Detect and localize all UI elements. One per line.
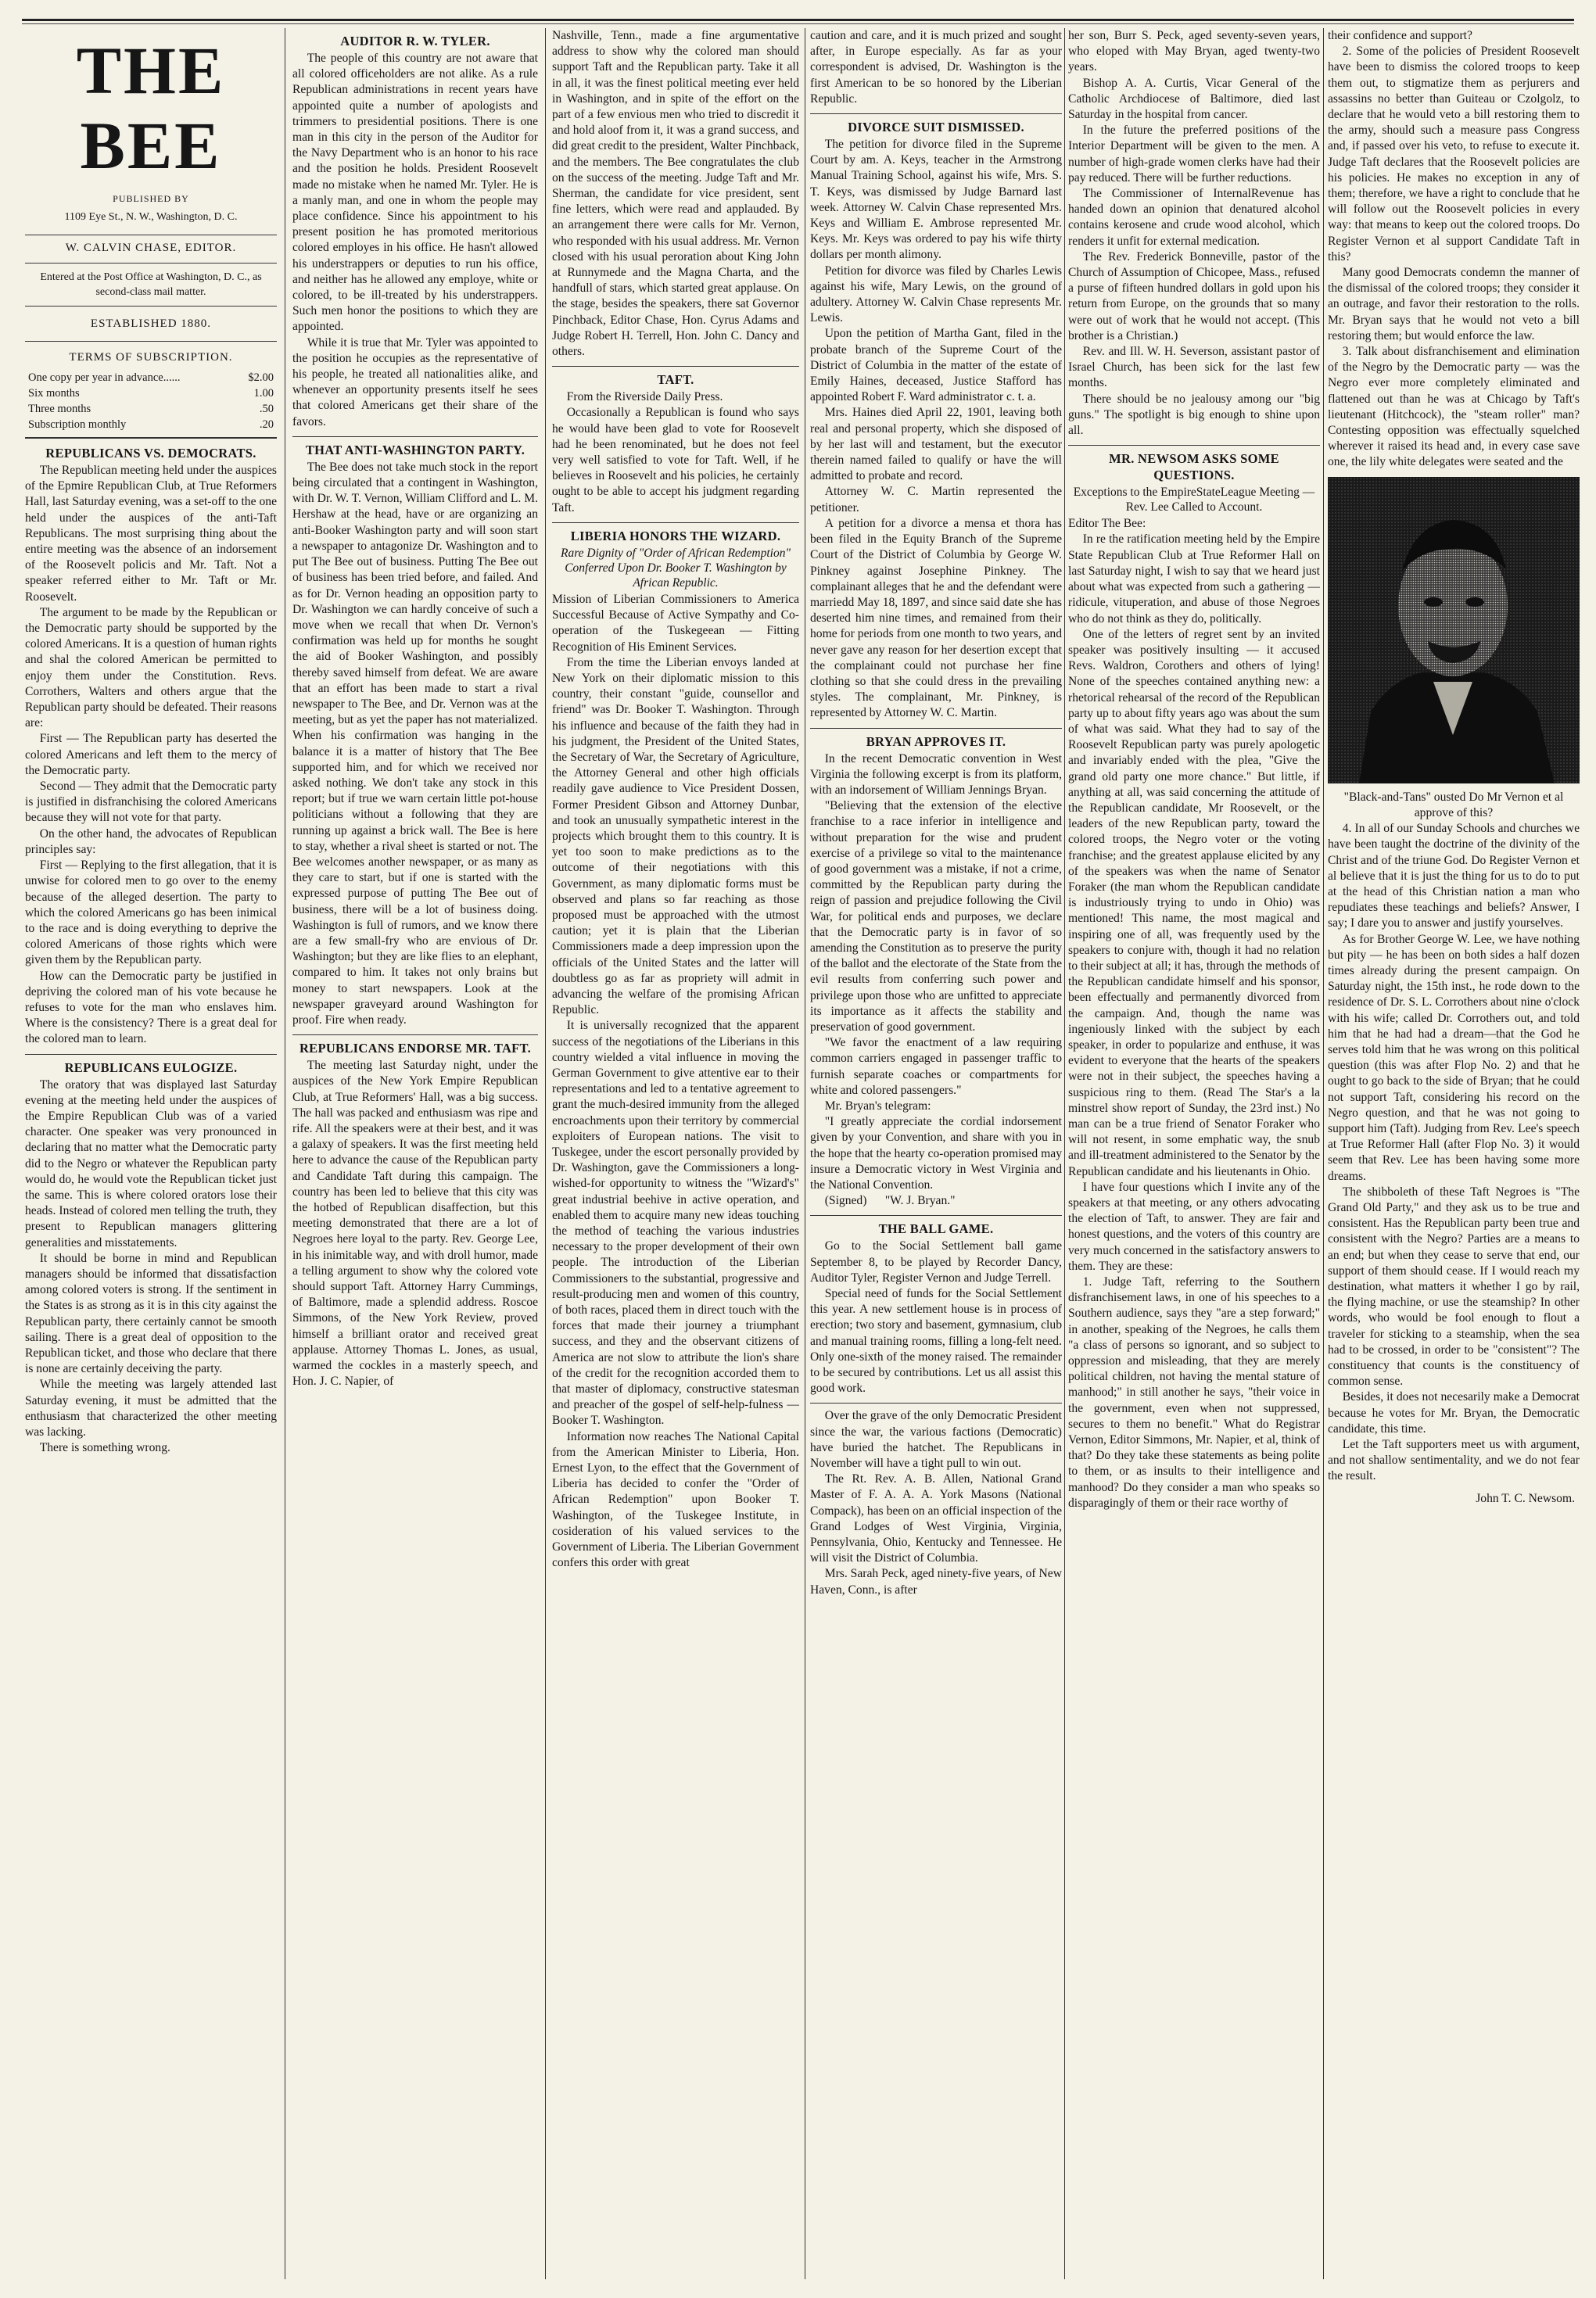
paragraph: The petition for divorce filed in the Supreme Court by am. A. Keys, teacher in the Armstrong Manual Training School, against his wife, Mrs. S. T. Keys, was dismissed by Judge Barnard last week. Attorney W. Calvin Chase represented Mrs. Keys and William E. Ambrose represented Mr. Keys. Mr. Keys was ordered to pay his wife thirty dollars per month alimony.	[810, 138, 1062, 262]
paragraph: From the time the Liberian envoys landed at New York on their diplomatic mission to this country, their constant "guide, counsellor and friend" was Dr. Booker T. Washington. Through his influence and because of the faith they had in his judgment, the President of the United States, the Secretary of War, the Secretary of Agriculture, the Attorney General and other high officials readily gave audience to Vice President Dossen, Former President Gibson and Attorney Dunbar, and took an unusually sympathetic interest in the projects which brought them to this country. It is yet too soon to make predictions as to the outcome of their negotiations with this Government, as many diplomatic forms must be observed and plans so far reaching as those proposed must be approached with the utmost caution; yet it is plain that the Liberian Commissioners made a deep impression upon the officials of the United States and the latter will doubtless go as far as propriety will admit in advancing the welfare of the promising African Republic.	[552, 655, 799, 1017]
paragraph: There should be no jealousy among our "big guns." The spotlight is big enough to shine upon all.	[1068, 392, 1320, 438]
article-headline: TAFT.	[657, 372, 694, 388]
article-headline: LIBERIA HONORS THE WIZARD.	[570, 528, 781, 543]
article-subheadline: Rare Dignity of "Order of African Redemption" Conferred Upon Dr. Booker T. Washington by African Republic.	[561, 546, 791, 590]
paragraph: In the future the preferred positions of the Interior Department will be given to the men. A number of high-grade women clerks have had their pay reduced. There will be further reductions.	[1068, 124, 1320, 185]
established-line: ESTABLISHED 1880.	[90, 317, 212, 330]
entered-notice: Entered at the Post Office at Washington, D. C., as second-class mail matter.	[40, 271, 262, 298]
paragraph: On the other hand, the advocates of Republican principles say:	[25, 826, 277, 856]
paragraph: her son, Burr S. Peck, aged seventy-seven years, who eloped with May Bryan, aged twenty-two years.	[1068, 29, 1320, 74]
paragraph: It should be borne in mind and Republican managers should be informed that dissatisfaction among colored voters is strong. If the sentiment in the States is as strong as it is in this city against the Republican party, there certainly cannot be smooth sailing. There is a great deal of opposition to the Republican ticket, and those who declare that there is none are certainly deceiving the party.	[25, 1251, 277, 1376]
paragraph: How can the Democratic party be justified in depriving the colored man of his vote because he refuses to vote for the man who enslaves him. Where is the consistency? There is a great deal for the colored man to learn.	[25, 969, 277, 1046]
paragraph: The Rt. Rev. A. B. Allen, National Grand Master of F. A. A. A. York Masons (National Compack), has been on an official inspection of the Grand Lodges of West Virginia, Virginia, Pennsylvania, Ohio, Kentucky and Tennessee. He will visit the District of Columbia.	[810, 1472, 1062, 1565]
paragraph: "We favor the enactment of a law requiring common carriers engaged in passenger traffic to furnish separate coaches or compartments for white and colored passengers."	[810, 1036, 1062, 1097]
paragraph: Second — They admit that the Democratic party is justified in disfranchising the colored Americans because they will not vote for that party.	[25, 780, 277, 825]
paragraph: Upon the petition of Martha Gant, filed in the probate branch of the Supreme Court of the District of Columbia in the matter of the estate of Emily Haines, deceased, Justice Stafford has appointed Robert F. Ward administrator c. t. a.	[810, 327, 1062, 404]
column-4	[810, 28, 1062, 2282]
signed-line: (Signed) "W. J. Bryan."	[824, 1194, 956, 1208]
paragraph: Mrs. Haines died April 22, 1901, leaving both real and personal property, which she disposed of by her last will and testament, but the executor therein named failed to qualify or have the will admitted to probate and record.	[810, 406, 1062, 483]
paragraph: Go to the Social Settlement ball game September 8, to be played by Recorder Dancy, Auditor Tyler, Register Vernon and Judge Terrell.	[810, 1239, 1062, 1285]
column-rule	[1064, 28, 1065, 2279]
terms-row: Six months 1.00	[28, 387, 274, 400]
paragraph: caution and care, and it is much prized and sought after, in Europe especially. As far as your correspondent is advised, Dr. Washington is the first American to be so honored by the Liberian Republic.	[810, 29, 1062, 106]
paragraph: While it is true that Mr. Tyler was appointed to the position he occupies as the representative of his people, he treated all nationalities alike, and whenever an opportunity presents itself he sees that colored Americans get their share of the favors.	[292, 335, 538, 428]
paragraph: Mission of Liberian Commissioners to America Successful Because of Active Sympathy and Co-operation of the Tuskegeean — Fitting Recognition of His Eminent Services.	[552, 592, 799, 654]
paragraph: their confidence and support?	[1328, 29, 1472, 42]
portrait-photo	[1328, 477, 1580, 783]
portrait-illustration	[1328, 477, 1580, 783]
paragraph: The shibboleth of these Taft Negroes is "The Grand Old Party," and they ask us to be true and consistent. Has the Republican party been true and consistent with the Negro? Parties are a means to an end; but when they cease to serve that end, our support of them should cease. If I would reach my destination, what matters it whether I go by rail, the flying machine, or use the steamship? In other words, who would be fool enough to flout a traveler for sticking to a steamship, when the sea had to be crossed, in order to be "consistent"? The constituency that counts is the constituency of common sense.	[1328, 1185, 1580, 1389]
author-signature: John T. C. Newsom.	[1476, 1491, 1575, 1505]
article-headline: DIVORCE SUIT DISMISSED.	[848, 120, 1024, 135]
paragraph: The meeting last Saturday night, under the auspices of the New York Empire Republican Club, at True Reformers' Hall, was a big success. The hall was packed and enthusiasm was ripe and rife. All the speakers were at their best, and it was a galaxy of speakers. It was the first meeting held here to advance the cause of the Republican party and Candidate Taft during this campaign. The country has been led to believe that this city was the hotbed of Republican disaffection, but this meeting demonstrated that there are a lot of Negroes here loyal to the party. Rev. George Lee, in his inimitable way, and with droll humor, made a telling argument to show why the colored vote should support Taft. Attorney Harry Cummings, of Baltimore, made a splendid address. Roscoe Simmons, of the New York Review, proved himself a brilliant orator and received great applause. Attorney Thomas L. Jones, as usual, warmed the cockles in a masterly speech, and Hon. J. C. Napier, of	[292, 1059, 538, 1389]
paragraph: Bishop A. A. Curtis, Vicar General of the Catholic Archdiocese of Baltimore, died last Saturday in the hospital from cancer.	[1068, 76, 1320, 122]
editor-line: W. CALVIN CHASE, EDITOR.	[65, 242, 237, 255]
paragraph: In the recent Democratic convention in West Virginia the following excerpt is from its platform, with an indorsement of William Jennings Bryan.	[810, 751, 1062, 797]
paragraph: It is universally recognized that the apparent success of the negotiations of the Liberians in this country wielded a vital influence in moving the German Government to give attentive ear to their representations and led to a tentative agreement to grant the much-desired immunity from the alleged encroachments upon their territory by commercial exploiters of European nations. The visit to Tuskegee, under the escort personally provided by Dr. Washington, gave the Commissioners a long-wished-for opportunity to witness the "Wizard's" great industrial beehive in active operation, and enabled them to acquire many new ideas touching the method of teaching the various industries necessary to the proper development of their own people. The introduction of the Liberian Commissioners to the substantial, progressive and result-producing men and women of this country, of both races, placed them in direct touch with the forces that made their journey a triumphant success, and they and the observant citizens of America are not slow to attribute the lion's share of the credit for the recognition accorded them to that master of diplomacy, constructive statesman and preacher of the gospel of self-help-fulness — Booker T. Washington.	[552, 1019, 799, 1428]
column-1	[25, 28, 277, 2282]
article-headline: AUDITOR R. W. TYLER.	[340, 34, 490, 48]
article-headline: BRYAN APPROVES IT.	[866, 733, 1006, 749]
article-headline: THE BALL GAME.	[878, 1221, 994, 1237]
paragraph: I have four questions which I invite any of the speakers at that meeting, or any others advocating the election of Taft, to answer. They are fair and honest questions, and the voters of this country are very much concerned in the satisfactory answers to them. They are these:	[1068, 1180, 1320, 1273]
article-headline: THAT ANTI-WASHINGTON PARTY.	[305, 442, 525, 457]
paragraph: From the Riverside Daily Press.	[566, 390, 723, 404]
paragraph: The Republican meeting held under the auspices of the Epmire Republican Club, at True Reformers Hall, last Saturday evening, was a set-off to the one held under the auspices of the anti-Taft Republicans. The most surprising thing about the entire meeting was the absence of an indorsement of the Roosevelt policis and Mr. Taft. Not a speaker referred either to Mr. Taft or Mr. Roosevelt.	[25, 464, 277, 604]
paragraph: The argument to be made by the Republican or the Democratic party should be supported by the colored Americans. It is a question of human rights and shal the colored American be permitted to enjoy them under the Constitution. Revs. Corrothers, Walters and others argue that the Republican party should be defeated. Their reasons are:	[25, 605, 277, 730]
paragraph: Many good Democrats condemn the manner of the dismissal of the colored troops; they consider it an outrage, and favor their restoration to the rolls. Mr. Bryan says that he would not veto a bill restoring them; but would enforce the law.	[1328, 266, 1580, 342]
article-headline: MR. NEWSOM ASKS SOME QUESTIONS.	[1109, 451, 1279, 483]
terms-title: TERMS OF SUBSCRIPTION.	[69, 350, 233, 364]
paragraph: As for Brother George W. Lee, we have nothing but pity — he has been on both sides a half dozen times already during the present campaign. On Saturday night, the 15th inst., he rode down to the residence of Dr. S. L. Corrothers about nine o'clock with his wife; called Dr. Corrothers out, and told him that he had had a dream—that the God he serves told him that he was wrong on this political question (this was after Flop No. 2) and that he ought to go back to the side of Bryan; that he could not support Taft, considering his record on the Negro question, and that he was not going to support him (Taft). Judging from Rev. Lee's speech at True Reformer Hall (after Flop No. 3) it would seem that Rev. Lee has been having some more dreams.	[1328, 932, 1580, 1183]
paragraph: Over the grave of the only Democratic President since the war, the various factions (Democratic) have buried the hatchet. The Republicans in November will have a tight pull to win out.	[810, 1409, 1062, 1471]
column-rule	[545, 28, 546, 2279]
paragraph: "Believing that the extension of the elective franchise to a race inferior in intelligence and without preparation for the wise and prudent exercise of a privilege so vital to the maintenance of good government was a mistake, if not a crime, committed by the Republican party during the reign of passion and prejudice following the Civil War, for political ends and purposes, we declare that the Democratic party is in favor of so amending the Constitution as to preserve the purity of the ballot and the electorate of the State from the evil results from conferring such power and privilege upon those who are unfitted to appreciate its importance as it affects the stability and preservation of good government.	[810, 799, 1062, 1034]
paragraph: 2. Some of the policies of President Roosevelt have been to dismiss the colored troops to keep them out, to stigmatize them as perjurers and assassins no better than Guiteau or Czolgolz, to declare that he would veto a bill restoring them to the army, should such a measure pass Congress and, if passed over his veto, to refuse to execute it. Judge Taft declares that the Roosevelt policies are his policies. He makes no exception in any of them; therefore, we have a right to conclude that he will follow out the Roosevelt policies in every way: that means to keep out the colored troops. Do Register Vernon et al support Candidate Taft in this?	[1328, 45, 1580, 263]
paragraph: Editor The Bee:	[1068, 517, 1146, 531]
paragraph: 4. In all of our Sunday Schools and churches we have been taught the doctrine of the divinity of the Christ and of the triune God. Do Register Vernon et al believe that it is just the thing for us to do to put at the head of this Christian nation a man who repudiates these teachings and beliefs? Answer, I say; I dare you to answer and justify yourselves.	[1328, 822, 1580, 930]
paragraph: The Bee does not take much stock in the report being circulated that a contingent in Washington, with Dr. W. T. Vernon, William Clifford and L. M. Hershaw at the head, have or are organizing an anti-Booker Washington party and will soon start a newspaper to antagonize Dr. Washington and to put The Bee out of business. Putting The Bee out of business has been tried before, and failed. And as for Dr. Vernon heading an opposition party to Dr. Washington we can hardly conceive of such a move when we recall that when Dr. Vernon's confirmation was held up for months he sought the aid of Booker Washington, and possibly thereby saved himself from defeat. We are aware that an effort has been made to start a rival newspaper to The Bee, and Dr. Vernon was at the meeting, but as yet the paper has not materialized. When his confirmation was hanging in the balance it is a matter of history that The Bee supported him, and for which we received nor asked nothing. We don't take any stock in this report; but if true we warn certain little pot-house politicians without a following that they are running up against a brick wall. The Bee is here to stay, whether a rival sheet is started or not. The Bee welcomes another newspaper, or as many as they care to start, but if one is started with the expressed purpose of putting The Bee out of business, there will be a lot of business doing. Washington is full of rumors, and we know there are a few small-fry who are envious of Dr. Washington; but they are like flies to an elephant, compared to him. It takes not only brains but money to start newspapers. Look at the newspaper graveyard around Washington for proof. Fire when ready.	[292, 460, 538, 1027]
paragraph: In re the ratification meeting held by the Empire State Republican Club at True Reformer Hall on last Saturday night, I wish to say that we heard just about what was expected from such a gathering — ridicule, vituperation, and abuse of those Negroes who do not think as they do, politically.	[1068, 532, 1320, 626]
top-rule	[22, 19, 1574, 21]
paragraph: Attorney W. C. Martin represented the petitioner.	[810, 485, 1062, 514]
paragraph: Petition for divorce was filed by Charles Lewis against his wife, Mary Lewis, on the ground of adultery. Attorney W. Calvin Chase represents Mr. Lewis.	[810, 263, 1062, 325]
column-2	[292, 28, 538, 2282]
terms-row: One copy per year in advance...... $2.00	[28, 371, 274, 385]
paragraph: Special need of funds for the Social Settlement this year. A new settlement house is in process of erection; two story and basement, gymnasium, club and manual training rooms, filling a long-felt need. Only one-sixth of the money raised. The remainder to be secured by contributions. Let us all assist this good work.	[810, 1287, 1062, 1396]
article-headline: REPUBLICANS ENDORSE MR. TAFT.	[299, 1041, 532, 1056]
column-3	[552, 28, 799, 2282]
paragraph: First — Replying to the first allegation, that it is unwise for colored men to go over to the enemy because of the alleged desertion. The party to which the colored Americans go has been inimical to the race and is doing everything to deprive the colored Americans of those rights which were given them by the Republican party.	[25, 859, 277, 967]
paragraph: Nashville, Tenn., made a fine argumentative address to show why the colored man should support Taft and the Republican party. Take it all in all, it was the finest political meeting ever held in Washington, and in spite of the effort on the part of a few envious men who tried to discredit it and hold aloof from it, it was a grand success, and did great credit to the president, Walter Pinchback, and the members. The Bee congratulates the club on the success of the meeting. Judge Taft and Mr. Sherman, the candidate for vice president, sent fine letters, which were read and applauded. By an arrangement there were calls for Mr. Vernon, who responded with his usual address. Mr. Vernon closed with his usual peroration about King John at Runnymede and the Magna Charta, and the handfull of stars, which started great applause. On the stage, besides the speakers, there sat Governor Pinchback, Editor Chase, Hon. Cyrus Adams and Judge Robert H. Terrell, Hon. John C. Dancy and others.	[552, 29, 799, 359]
paragraph: Information now reaches The National Capital from the American Minister to Liberia, Hon. Ernest Lyon, to the effect that the Government of Liberia has decided to confer the "Order of African Redemption" upon Booker T. Washington, of the Tuskegee Institute, in cosideration of his valued services to the Government of Liberia. The Liberian Government confers this order with great	[552, 1429, 799, 1570]
column-5	[1068, 28, 1320, 2282]
paragraph: There is something wrong.	[39, 1441, 170, 1455]
published-by: PUBLISHED BY	[113, 193, 189, 204]
column-6	[1328, 28, 1580, 2282]
paragraph: "I greatly appreciate the cordial indorsement given by your Convention, and share with you in the hope that the hearty co-operation promised may insure a Democratic victory in West Virginia and the National Convention.	[810, 1115, 1062, 1192]
paragraph: 1. Judge Taft, referring to the Southern disfranchisement laws, in one of his speeches to a Southern audience, says they "are a step forward;" in another, speaking of the Negroes, he calls them "a class of persons so ignorant, and so subject to oppression and misleading, that they are merely political children, not having the mental stature of manhood;" in still another he says, "their voice in the government, even when not suppressed, secures to them no benefit." What do Registrar Vernon, Editor Simmons, Mr. Napier, et al, think of that? Do they take these statements as being polite to them, or as insults to their intelligence and manhood? Do they consider a man who speaks so disparagingly of them or their race worthy of	[1068, 1275, 1320, 1510]
paragraph: First — The Republican party has deserted the colored Americans and left them to the mercy of the Democratic party.	[25, 732, 277, 777]
terms-row: Subscription monthly .20	[28, 418, 274, 432]
paragraph: The Rev. Frederick Bonneville, pastor of the Church of Assumption of Chicopee, Mass., refused a purse of fifteen hundred dollars in gold upon his return from Europe, on the grounds that so many were out of work that he would not accept. (This brother is a Christian.)	[1068, 249, 1320, 342]
paragraph: A petition for a divorce a mensa et thora has been filed in the Equity Branch of the Supreme Court of the District of Columbia by George W. Pinkney against Josephine Pinkney. The complainant alleges that he and the defendant were marriedd May 18, 1897, and since said date she has deserted him nine times, and remained from their home for periods from one month to two years, and never gave any reason for her desertion except that the complainant could not purchase her fine clothing so that she could dress in the prevailing styles. The complainant, Mr. Pinkney, is represented by Attorney W. C. Martin.	[810, 516, 1062, 720]
paragraph: Besides, it does not necesarily make a Democrat because he votes for Mr. Bryan, the Democratic candidate, this time.	[1328, 1390, 1580, 1436]
paragraph: Occasionally a Republican is found who says he would have been glad to vote for Roosevelt had he been renominated, but he does not feel very well satisfied to vote for Taft. Well, if he believes in Roosevelt and his policies, he certainly ought to be able to accept his judgment regarding Taft.	[552, 406, 799, 514]
column-rule	[1323, 28, 1324, 2279]
paragraph: Let the Taft supporters meet us with argument, and not shallow sentimentality, and we do not fear the result.	[1328, 1438, 1580, 1483]
paragraph: While the meeting was largely attended last Saturday evening, it must be admitted that the enthusiasm that characterized the other meeting was lacking.	[25, 1378, 277, 1439]
paragraph: Mr. Bryan's telegram:	[824, 1099, 931, 1113]
paragraph: The people of this country are not aware that all colored officeholders are not alike. As a rule Republican administrations in recent years have appointed quite a number of apologists and trimmers to presidential positions. There is one man in this city in the person of the Auditor for the Navy Department who is an honor to his race and the position he holds. President Roosevelt made no mistake when he named Mr. Tyler. He is a manly man, and one in whom the people may place confidence. Since his appointment to his present position he has promoted meritorious colored employes in his office. He hasn't allowed his understrappers or deputies to run his office, and neither has he allowed any employe, white or colored, to be ill-treated by his understrappers. Such men honor the positions to which they are appointed.	[292, 52, 538, 334]
paragraph: One of the letters of regret sent by an invited speaker was positively insulting — it accused Revs. Waldron, Corothers and others of lying! None of the speeches contained anything new: a rhetorical rehearsal of the record of the Republican party up to about fifty years ago was about the sum of what was said. What they had to say of the Roosevelt Republican party was purely apologetic and invariably ended with the plea, "Give the grand old party one more chance." But little, if anything at all, was said concerning the attitude of the Republican candidate, Mr Roosevelt, or the leaders of the new Republican party, toward the colored troops, the Negro voter or the voting franchise; and the greatest applause elicited by any of the speakers was when the name of Senator Foraker (the man whom the Republican candidate is industriously trying to undo in Ohio) was mentioned! This name, the most magical and inspiring one of all, was frequently used by the speakers to conjure with, though it had no relation to their subject at all; it has, through the methods of the Republican candidate himself and his sponsor, been effectually and permanently divorced from the campaign. And, though the name was ingeniously linked with the subject by each speaker, in order to popularize and enthuse, it was evident to everyone that the hearts of the speakers were not in their subject, the speeches having a suspicious ring to them. (Read The Star's a la minstrel show report of Sunday, the 23rd inst.) No man can be a true friend of Senator Foraker who will not resent, in some emphatic way, the snub and ill-treatment administered to the Senator by the Republican candidate and his lieutenants in Ohio.	[1068, 627, 1320, 1178]
article-headline: REPUBLICANS VS. DEMOCRATS.	[45, 446, 256, 461]
photo-caption: "Black-and-Tans" ousted Do Mr Vernon et al approve of this?	[1343, 790, 1564, 819]
masthead-title: THE BEE	[76, 33, 226, 183]
paragraph: Mrs. Sarah Peck, aged ninety-five years, of New Haven, Conn., is after	[810, 1567, 1062, 1597]
paragraph: Rev. and Ill. W. H. Severson, assistant pastor of Israel Church, has been sick for the last few months.	[1068, 345, 1320, 390]
article-subheadline: Exceptions to the EmpireStateLeague Meeting — Rev. Lee Called to Account.	[1073, 486, 1315, 514]
paragraph: The oratory that was displayed last Saturday evening at the meeting held under the auspices of the Empire Republican Club was of a varied character. One speaker was very pronounced in declaring that no matter what the Democratic party did to the Negro or whatever the Republican party would do, he would vote the Republican ticket just the same. This is where colored orators lose their heads. Instead of colored men telling the truth, they present to Republican managers glittering generalities and misstatements.	[25, 1077, 277, 1249]
paragraph: The Commissioner of InternalRevenue has handed down an opinion that denatured alcohol contains kerosene and crude wood alcohol, which renders it unfit for external medication.	[1068, 187, 1320, 248]
article-headline: REPUBLICANS EULOGIZE.	[64, 1059, 238, 1075]
terms-row: Three months .50	[28, 403, 274, 416]
publisher-address: 1109 Eye St., N. W., Washington, D. C.	[64, 211, 238, 224]
top-rule-thin	[22, 23, 1574, 24]
paragraph: 3. Talk about disfranchisement and elimination of the Negro by the Democratic party — was the Negro ever more completely eliminated and flattened out than he was at Chicago by Taft's lieutenant (Hitchcock), the "steam roller" man? Contesting opposition was effectually squelched wherever it raised its head and, in every case save one, the lily white delegates were seated and the	[1328, 345, 1580, 469]
